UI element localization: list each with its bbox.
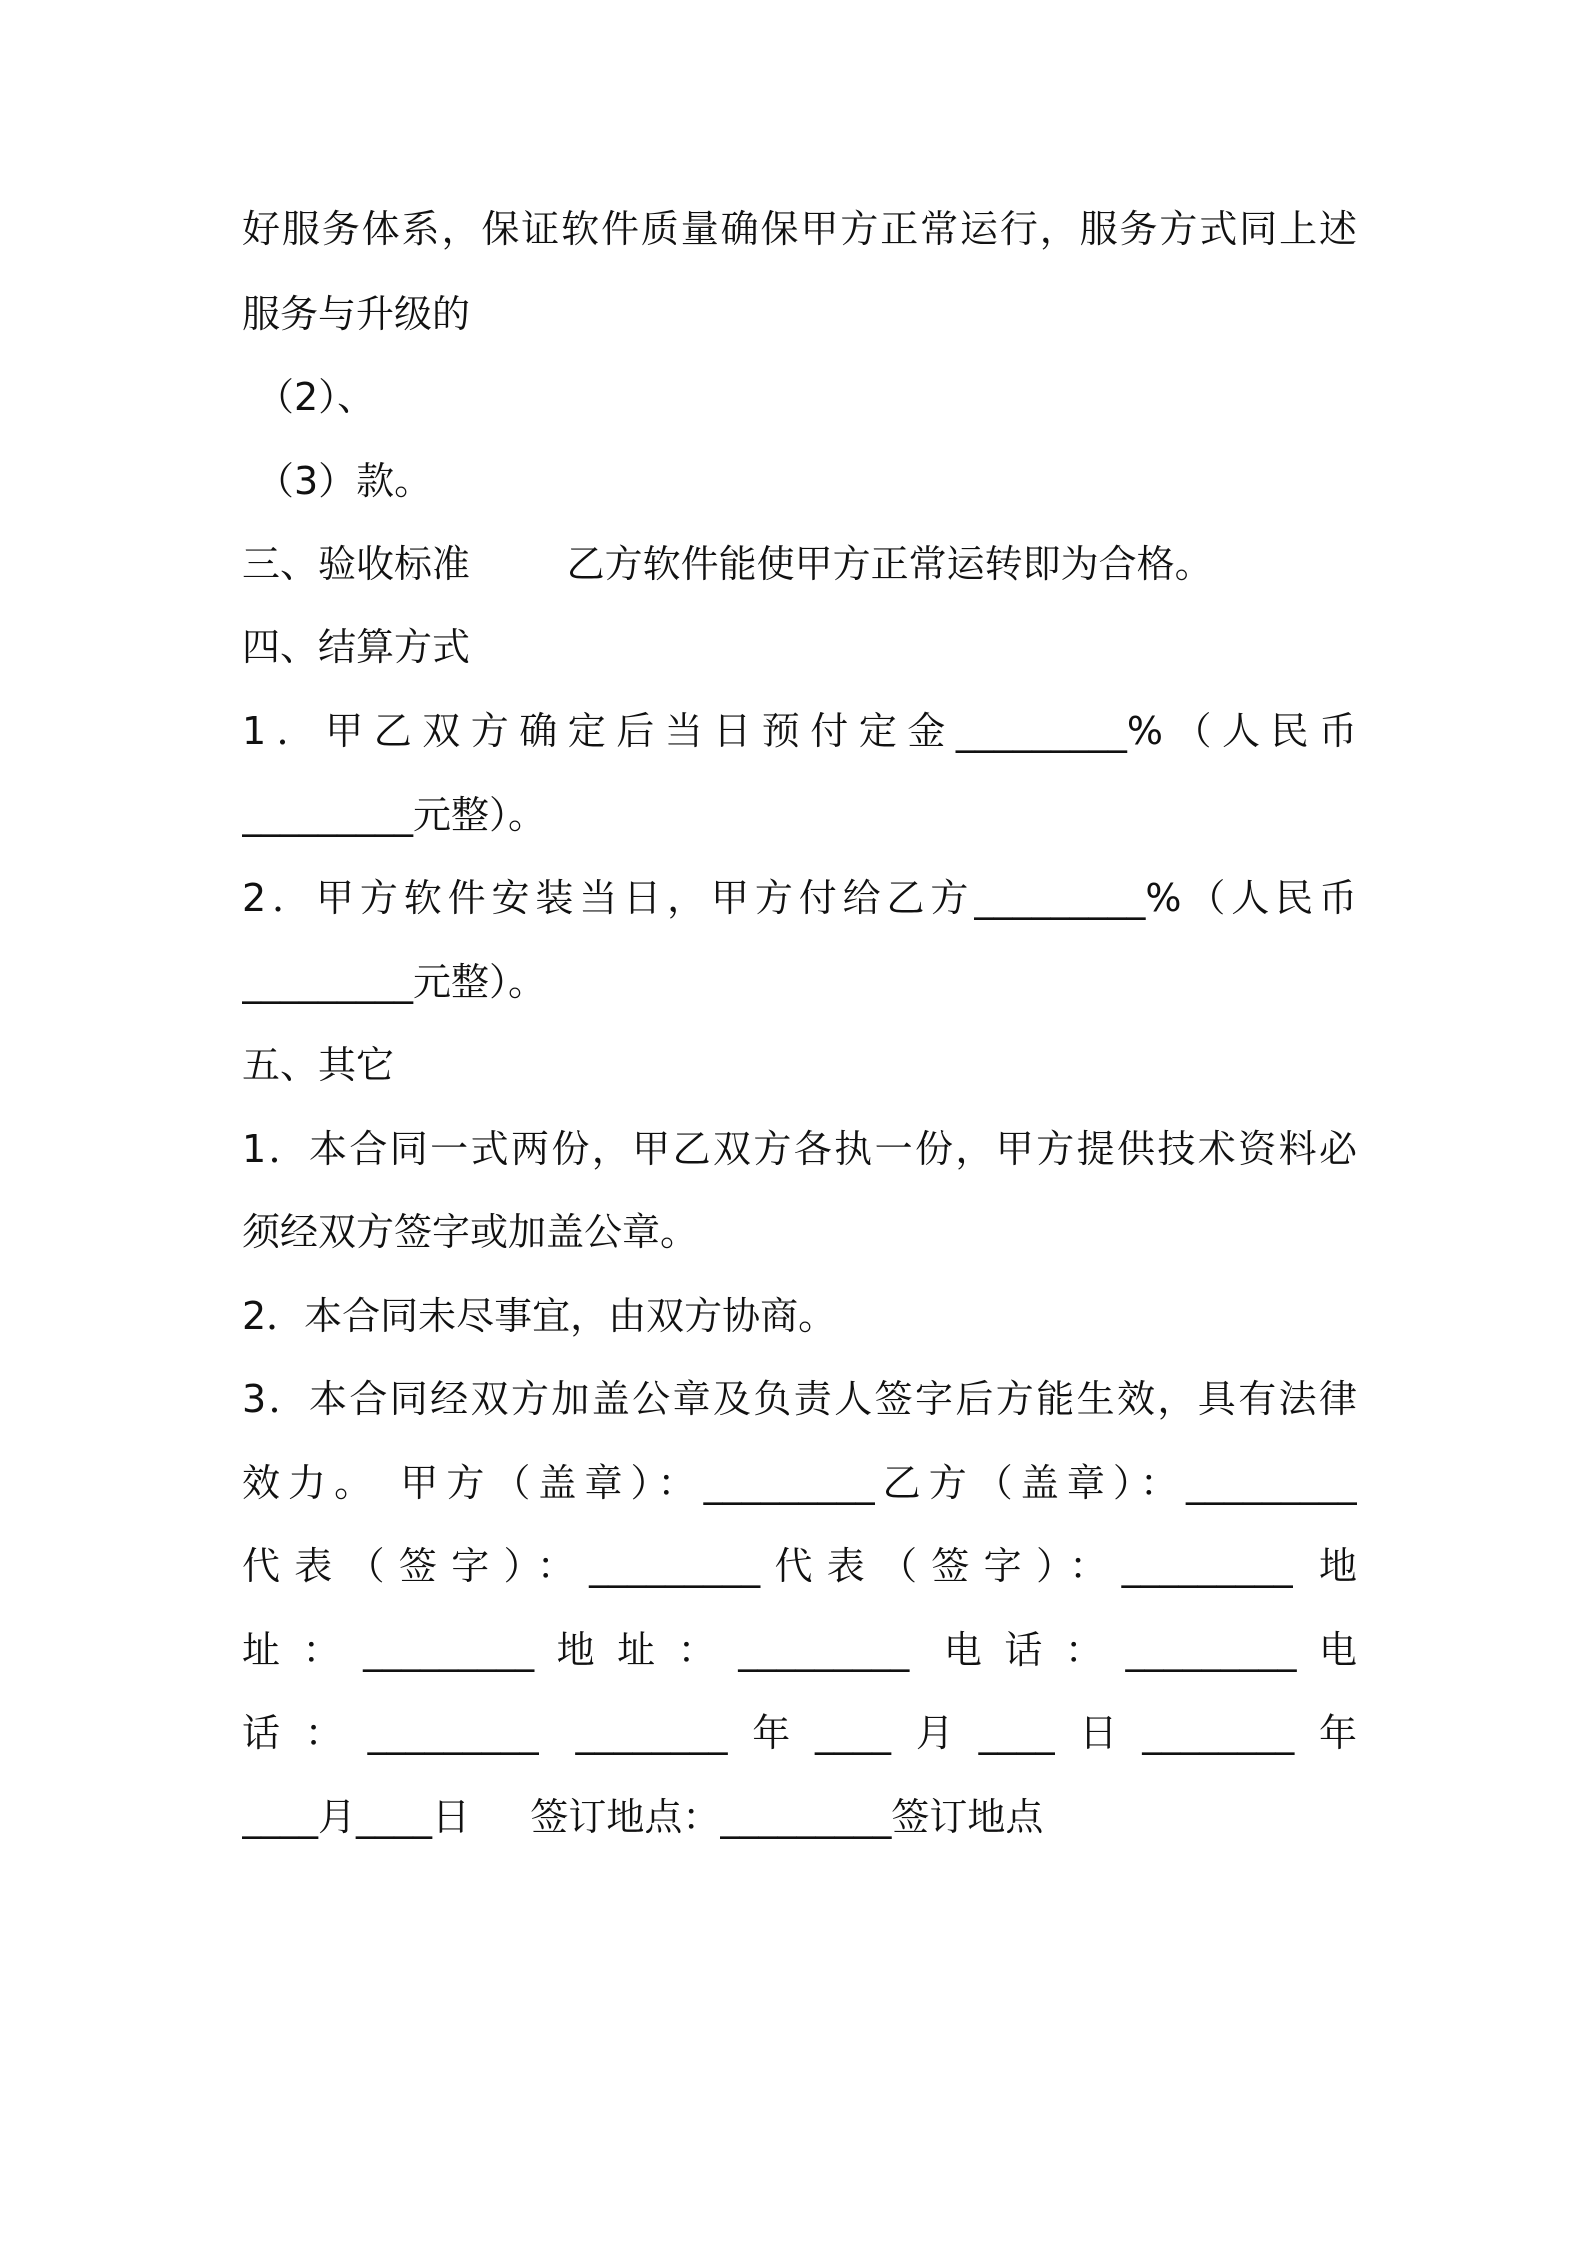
text-line: 2．本合同未尽事宜，由双方协商。 (242, 1294, 837, 1338)
text-line: 服务与升级的 (242, 292, 471, 336)
section-heading: 五、其它 (242, 1043, 395, 1087)
signature-line: 话：_________ ________年____月____日________年 (242, 1711, 1357, 1755)
section-heading: 四、结算方式 (242, 625, 471, 669)
text-line: 须经双方签字或加盖公章。 (242, 1210, 699, 1254)
text-line: 1．甲乙双方确定后当日预付定金_________%（人民币 (242, 709, 1357, 753)
section-heading: 三、验收标准 乙方软件能使甲方正常运转即为合格。 (242, 542, 1213, 586)
text-line: _________元整）。 (242, 960, 547, 1004)
text-line: _________元整）。 (242, 793, 547, 837)
signature-line: 址：_________地址：_________ 电话：_________电 (242, 1628, 1357, 1672)
text-line: （3）款。 (256, 459, 433, 503)
text-line: （2）、 (256, 375, 376, 419)
signature-line: 效力。 甲方（盖章）：_________乙方（盖章）：_________ (242, 1461, 1357, 1505)
text-line: 1．本合同一式两份，甲乙双方各执一份，甲方提供技术资料必 (242, 1127, 1357, 1171)
text-line: 3．本合同经双方加盖公章及负责人签字后方能生效，具有法律 (242, 1377, 1357, 1421)
signature-line: 代表（签字）：_________代表（签字）：_________ 地 (242, 1544, 1357, 1588)
text-line: 2．甲方软件安装当日，甲方付给乙方_________%（人民币 (242, 876, 1357, 920)
signature-line: ____月____日 签订地点：_________签订地点 (242, 1795, 1044, 1839)
text-line: 好服务体系，保证软件质量确保甲方正常运行，服务方式同上述 (242, 207, 1357, 251)
